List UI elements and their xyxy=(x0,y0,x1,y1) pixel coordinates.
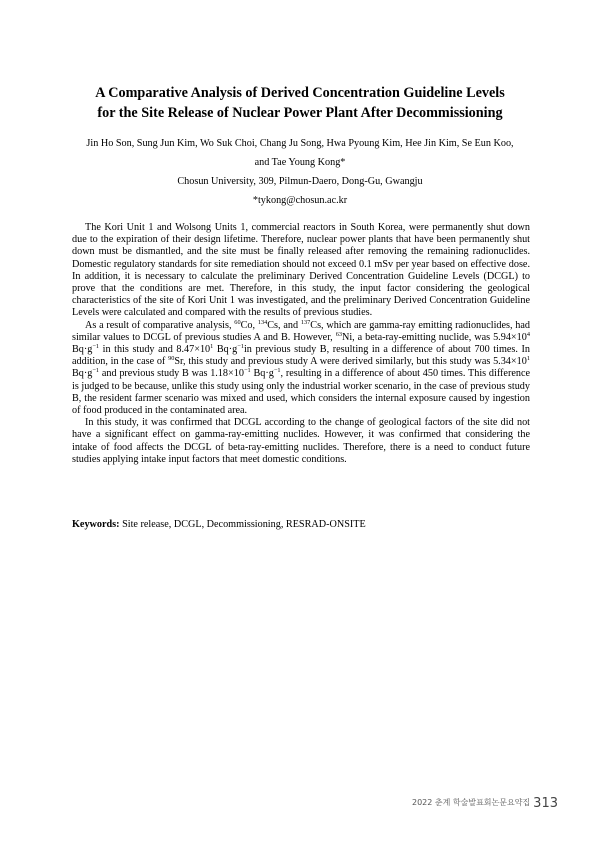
corresponding-email: *tykong@chosun.ac.kr xyxy=(252,195,348,206)
page-footer xyxy=(412,792,558,811)
abstract-paragraph-1: The Kori Unit 1 and Wolsong Units 1, commercial reactors in South Korea, were permanently shut down due to the expiration of their design lifetime. Therefore, nuclear power plants that have been permanently shut down must be dismantled, and the site must be finally released after removing the remaining radionuclides. Domestic regulatory standards for site remediation should not exceed 0.1 mSv per year based on effective dose. In addition, it is necessary to calculate the preliminary Derived Concentration Guideline Levels (DCGL) to prove that the conditions are met. Therefore, in this study, the input factor considering the geological characteristics of the site of Kori Unit 1 was investigated, and the preliminary Derived Concentration Guideline Levels were calculated and compared with the results of previous studies. xyxy=(72,222,530,319)
conference-name: 2022 춘계 학술발표회논문요약집 xyxy=(411,798,531,807)
affiliation: Chosun University, 309, Pilmun-Daero, Dong-Gu, Gwangju xyxy=(177,176,423,187)
keywords-label: Keywords: xyxy=(72,519,120,530)
abstract-paragraph-2: As a result of comparative analysis, $^{60}$Co, $^{134}$Cs, and $^{137}$Cs, which are gamma-ray emitting radionuclides, had similar values to DCGL of previous studies A and B. However, $^{63}$Ni, a beta-ray-emitting nuclide, was $5.94\times 10^4$ $Bq\cdot g^{-1}$ in this study and $8.47\times 10^1$ $Bq\cdot g^{-1}in$ previous study B, resulting in a difference of about 700 times. In addition, in the case of $^{90}$Sr, this study and previous study A were derived similarly, but this study was $5.34\times 10^1$ $Bq\cdot g^{-1}$ and previous study B was $1.18\times 10^{-1}$ $Bq\cdot g^{-1}$, resulting in a difference of about 450 times. This difference is judged to be because, unlike this study using only the industrial worker scenario, in the case of previous study B, the resident farmer scenario was mixed and used, which considers the internal exposure caused by ingestion of food produced in the contaminated area. xyxy=(72,318,531,417)
page-number: 313 xyxy=(533,796,558,811)
paper-title xyxy=(40,83,560,123)
title-line-1: A Comparative Analysis of Derived Concentration Guideline Levels xyxy=(95,85,505,101)
authors-line-1: Jin Ho Son, Sung Jun Kim, Wo Suk Choi, Chang Ju Song, Hwa Pyoung Kim, Hee Jin Kim, Se Eun Koo, xyxy=(86,138,514,149)
keywords xyxy=(72,519,530,530)
authors-line-2: and Tae Young Kong* xyxy=(254,157,346,168)
keywords-text: Site release, DCGL, Decommissioning, RESRAD-ONSITE xyxy=(119,519,366,530)
abstract-paragraph-3: In this study, it was confirmed that DCGL according to the change of geological factors of the site did not have a significant effect on gamma-ray-emitting nuclides. However, it was confirmed that considering the intake of food affects the DCGL of beta-ray-emitting nuclides. Therefore, there is a need to conduct future studies applying intake input factors that meet domestic conditions. xyxy=(72,417,530,465)
title-line-2: for the Site Release of Nuclear Power Plant After Decommissioning xyxy=(97,105,503,121)
abstract-body xyxy=(72,222,530,466)
